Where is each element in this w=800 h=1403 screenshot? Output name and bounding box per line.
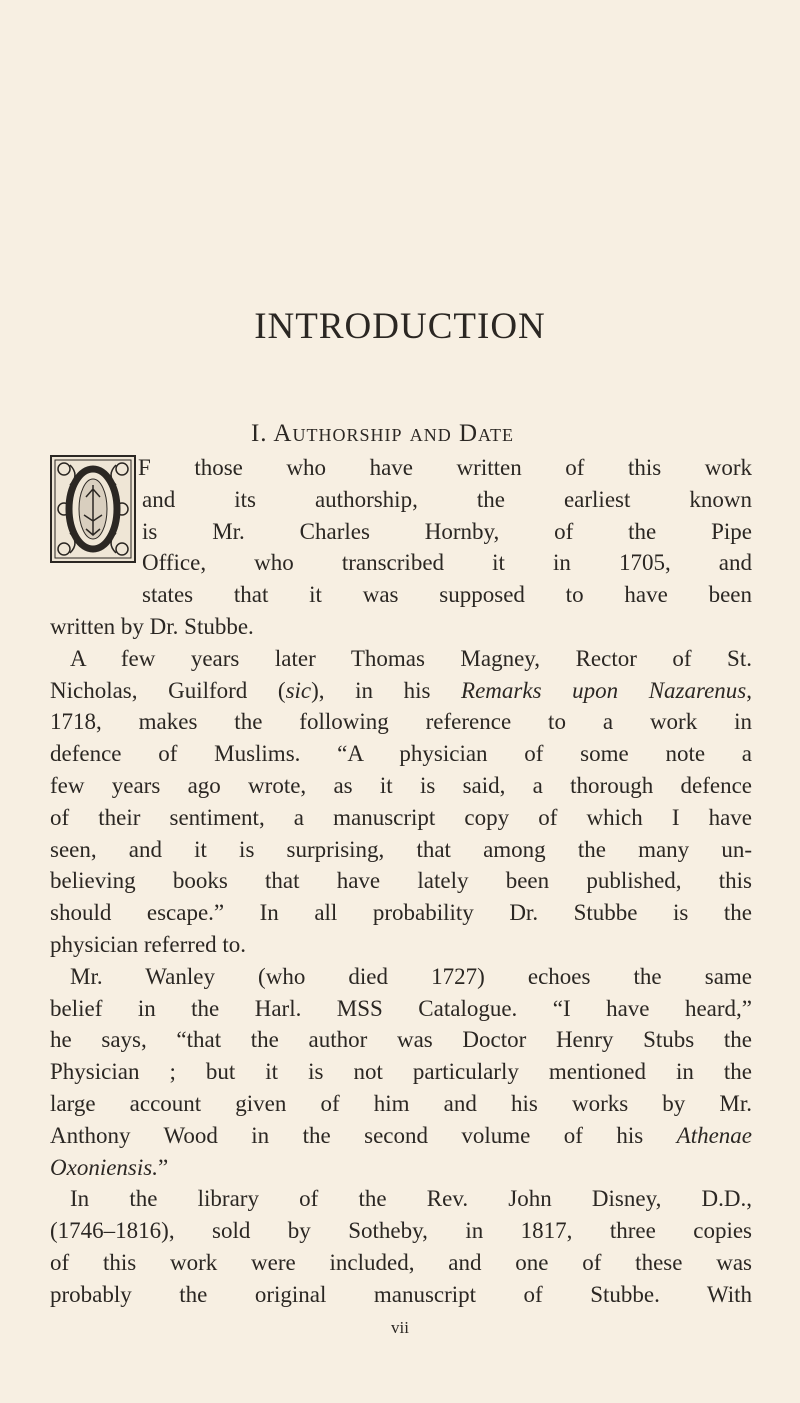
text-line [50,993,752,1025]
page-number: vii [391,1318,409,1337]
text-segment: physician referred to. [50,931,247,957]
text-line [50,1152,752,1184]
text-line [50,1088,752,1120]
text-segment: 1718, makes the following reference to a work in [50,709,752,735]
text-segment: should escape.” In all probability Dr. Stubbe is the [50,900,752,926]
text-segment: Nicholas, Guilford ( [50,677,286,703]
text-segment: large account given of him and his works by Mr. [50,1090,752,1116]
text-line [50,1183,752,1215]
text-line [50,1215,752,1247]
text-line [50,516,752,548]
text-segment: probably the original manuscript of Stubbe. With [50,1281,752,1307]
text-line [50,484,752,516]
text-segment: Mr. Wanley (who died 1727) echoes the same [70,963,752,989]
text-line [50,834,752,866]
text-line [50,1056,752,1088]
text-segment: of their sentiment, a manuscript copy of which I have [50,804,752,830]
text-line [50,706,752,738]
text-line [50,865,752,897]
text-segment: is Mr. Charles Hornby, of the Pipe [142,518,752,544]
text-segment: states that it was supposed to have been [142,582,752,608]
text-line [50,961,752,993]
italic-text: sic [285,677,312,703]
italic-text: Remarks upon Nazarenus [461,677,747,703]
italic-text: Oxoniensis. [50,1154,158,1180]
text-segment: few years ago wrote, as it is said, a thorough defence [50,772,752,798]
text-line [50,643,752,675]
text-segment: Office, who transcribed it in 1705, and [142,550,752,576]
text-segment: seen, and it is surprising, that among the many un- [50,836,752,862]
text-segment: of this work were included, and one of these was [50,1249,752,1275]
text-line [50,1024,752,1056]
text-segment: (1746–1816), sold by Sotheby, in 1817, three copies [50,1218,752,1244]
text-segment: defence of Muslims. “A physician of some note a [50,741,752,767]
page-heading: INTRODUCTION [254,306,546,347]
text-line [50,770,752,802]
text-line [50,929,752,961]
text-segment: F those who have written of this work [138,455,752,480]
text-line [50,738,752,770]
text-segment: believing books that have lately been published, this [50,868,752,894]
text-line [50,547,752,579]
italic-text: Athenae [676,1122,752,1148]
text-line [50,1279,752,1311]
text-line [50,452,752,484]
text-line [50,579,752,611]
text-segment: ” [157,1154,169,1180]
text-segment: and its authorship, the earliest known [142,486,752,512]
text-line [50,897,752,929]
text-segment: belief in the Harl. MSS Catalogue. “I have heard,” [50,995,752,1021]
text-segment: he says, “that the author was Doctor Henry Stubs the [50,1027,752,1053]
section-title: I. Authorship and Date [250,420,515,447]
text-segment: written by Dr. Stubbe. [50,613,254,639]
text-segment: In the library of the Rev. John Disney, D.D., [70,1186,752,1212]
text-line [50,675,752,707]
text-segment: , [746,677,753,703]
text-segment: Anthony Wood in the second volume of his [50,1122,677,1148]
text-segment: Physician ; but it is not particularly mentioned in the [50,1059,752,1085]
text-line [50,611,752,643]
body-text [50,452,752,1311]
text-segment: ), in his [311,677,462,703]
text-line [50,802,752,834]
text-segment: A few years later Thomas Magney, Rector of St. [70,645,752,671]
text-line [50,1120,752,1152]
text-line [50,1247,752,1279]
